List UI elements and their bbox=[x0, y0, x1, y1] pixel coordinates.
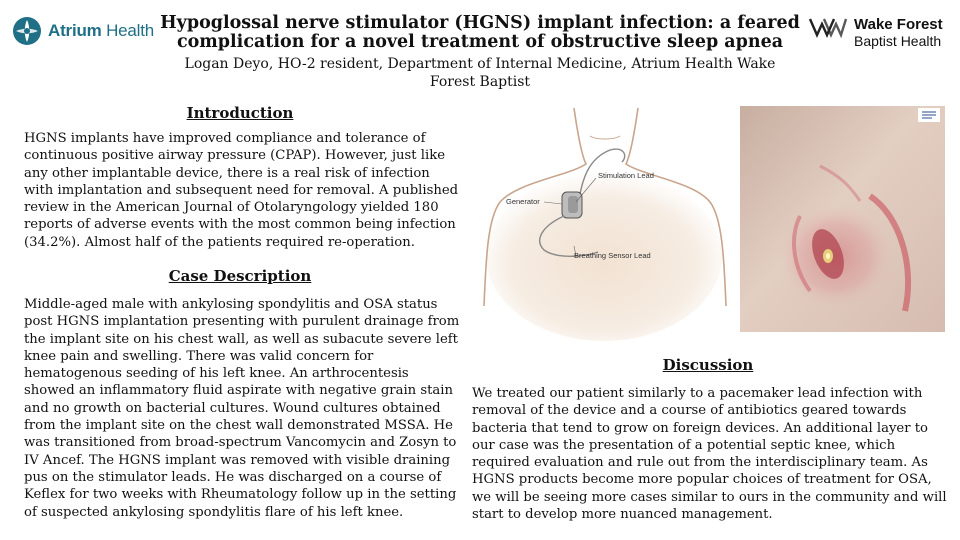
introduction-text: HGNS implants have improved compliance and tolerance of continuous positive airway pressure (CPAP). However, just like any other implantable device, there is a real risk of infection with implantation and subsequent need for removal. A published review in the American Journal of Otolaryngology yielded 180 reports of adverse events with the most common being infection (34.2%). Almost half of the patients required re-operation. bbox=[24, 131, 459, 250]
atrium-health-logo bbox=[12, 14, 154, 48]
poster-title: Hypoglossal nerve stimulator (HGNS) implant infection: a feared complication for a novel treatment of obstructive sleep apnea bbox=[160, 13, 800, 52]
discussion-heading: Discussion bbox=[662, 356, 754, 374]
label-breathing-sensor-lead: Breathing Sensor Lead bbox=[574, 251, 651, 260]
case-description-heading: Case Description bbox=[168, 267, 312, 285]
label-stimulation-lead: Stimulation Lead bbox=[598, 171, 654, 180]
atrium-logo-wordmark: Atrium Health bbox=[48, 21, 155, 40]
wake-forest-logo-icon bbox=[808, 16, 848, 38]
discussion-text: We treated our patient similarly to a pacemaker lead infection with removal of the device and a course of antibiotics geared towards bacteria that tend to grow on foreign devices. An additional layer to our case was the presentation of a potential septic knee, which required evaluation and rule out from the interdisciplinary team. As HGNS products become more popular choices of treatment for OSA, we will be seeing more cases similar to ours in the community and will start to develop more nuanced management. bbox=[472, 386, 947, 523]
introduction-heading: Introduction bbox=[186, 104, 294, 122]
wake-forest-line1: Wake Forest bbox=[854, 16, 943, 33]
case-description-text: Middle-aged male with ankylosing spondylitis and OSA status post HGNS implantation presenting with purulent drainage from the implant site on his chest wall, as well as subacute severe left knee pain and swelling. There was valid concern for hematogenous seeding of his left knee. An arthrocentesis showed an inflammatory fluid aspirate with negative grain stain and no growth on bacterial cultures. Wound cultures obtained from the implant site on the chest wall demonstrated MSSA. He was transitioned from broad-spectrum Vancomycin and Zosyn to IV Ancef. The HGNS implant was removed with visible draining pus on the stimulator leads. He was discharged on a course of Keflex for two weeks with Rheumatology follow up in the setting of suspected ankylosing spondylitis flare of his left knee. bbox=[24, 297, 460, 520]
atrium-logo-icon bbox=[12, 16, 42, 46]
wake-forest-line2: Baptist Health bbox=[854, 33, 942, 49]
label-generator: Generator bbox=[506, 197, 540, 206]
chest-wound-photo bbox=[740, 106, 945, 332]
hgns-anatomy-diagram bbox=[478, 106, 730, 346]
wake-forest-logo bbox=[808, 16, 943, 50]
poster-authors: Logan Deyo, HO-2 resident, Department of Internal Medicine, Atrium Health Wake Forest Baptist bbox=[184, 56, 776, 90]
